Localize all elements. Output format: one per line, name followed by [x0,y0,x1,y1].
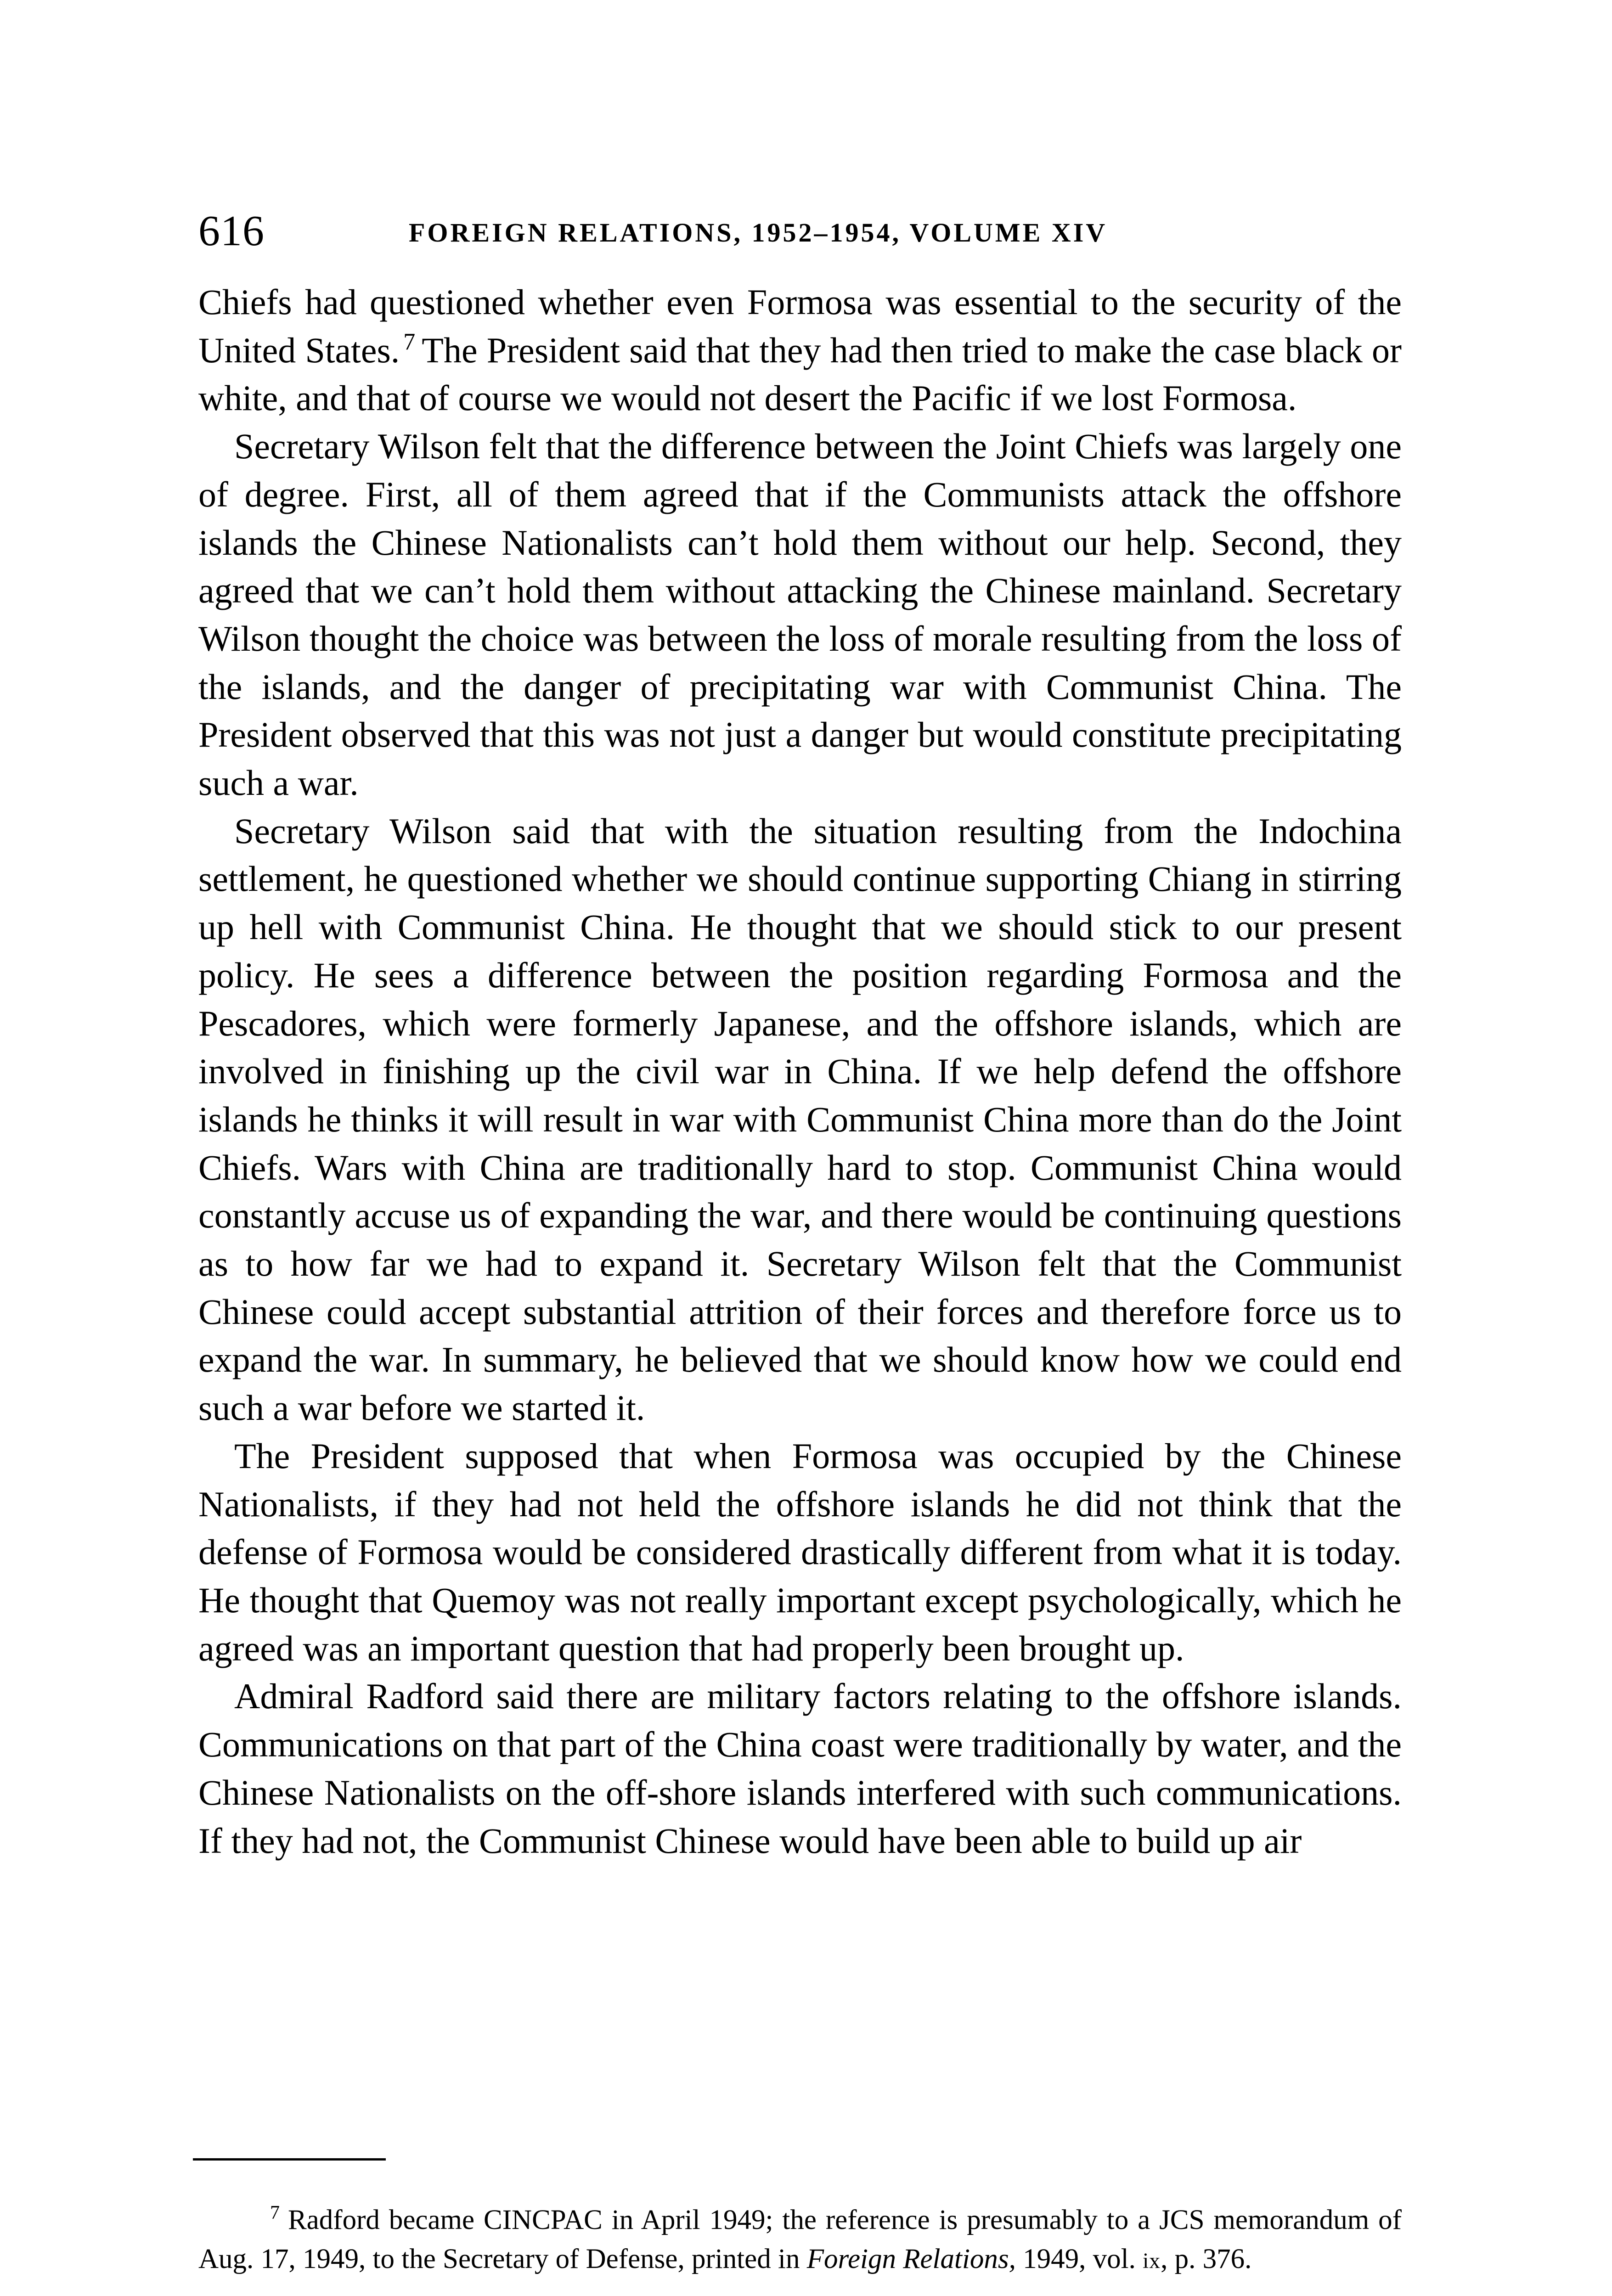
footnote-volume-number: ix [1143,2249,1161,2273]
footnote-divider [193,2158,386,2161]
footnote-text-2: 1949, vol. [1023,2244,1136,2274]
paragraph-3: Secretary Wilson said that with the situation resulting from the Indochina settlement, he questioned whether we should continue supporting Chiang in stirring up hell with Communist China. He thought that we should stick to our present policy. He sees a difference between the position regarding Formosa and the Pescadores, which were formerly Japanese, and the offshore islands, which are involved in finishing up the civil war in China. If we help defend the offshore islands he thinks it will result in war with Communist China more than do the Joint Chiefs. Wars with China are traditionally hard to stop. Communist China would constantly accuse us of expanding the war, and there would be continuing questions as to how far we had to expand it. Secretary Wilson felt that the Communist Chinese could accept substantial attrition of their forces and therefore force us to expand the war. In summary, he believed that we should know how we could end such a war before we started it. [198,810,1402,1428]
footnote-text-1: Radford became CINCPAC in April 1949; the reference is presumably to a JCS memorandum of Aug. 17, 1949, to the Secretary of Defense, printed in [198,2205,1402,2274]
page-number: 616 [198,207,265,255]
paragraph-4: The President supposed that when Formosa was occupied by the Chinese Nationalists, if they had not held the offshore islands he did not think that the defense of Formosa would be considered drastically different from what it is today. He thought that Quemoy was not really important except psychologically, which he agreed was an important question that had properly been brought up. [198,1435,1402,1668]
footnote: 7 Radford became CINCPAC in April 1949; the reference is presumably to a JCS memorandum of Aug. 17, 1949, to the Secretary of Defense, printed in Foreign Relations, 1949, vol. ix, p. 376. [198,2202,1402,2274]
paragraph-5: Admiral Radford said there are military factors relating to the offshore islands. Communications on that part of the China coast were traditionally by water, and the Chinese Nationalists on the off-shore islands interfered with such communications. If they had not, the Communist Chinese would have been able to build up air [198,1676,1402,1861]
running-title: FOREIGN RELATIONS, 1952–1954, VOLUME XIV [409,218,1108,248]
footnote-publication-title: Foreign Relations, [806,2244,1016,2274]
paragraph-2: Secretary Wilson felt that the difference between the Joint Chiefs was largely one of degree. First, all of them agreed that if the Communists attack the offshore islands the Chinese Nationalists can’t hold them without our help. Second, they agreed that we can’t hold them without attacking the Chinese mainland. Secretary Wilson thought the choice was between the loss of morale resulting from the loss of the islands, and the danger of precipitating war with Communist China. The President observed that this was not just a danger but would constitute precipitating such a war. [198,426,1402,803]
paragraph-1-text-after-note: The President said that they had then tried to make the case black or white, and that of course we would not desert the Pacific if we lost Formosa. [198,330,1402,418]
body-text [198,278,1402,1865]
running-head [198,206,1402,256]
paragraph-1: Chiefs had questioned whether even Formosa was essential to the security of the United States. 7 The President said that they had then tried to make the case black or white, and that of course we would not desert the Pacific if we lost Formosa. [198,282,1402,418]
paragraph-1-text-before-note: Chiefs had questioned whether even Formosa was essential to the security of the United States. [198,282,1402,370]
footnote-text-3: , p. 376. [1161,2244,1252,2274]
